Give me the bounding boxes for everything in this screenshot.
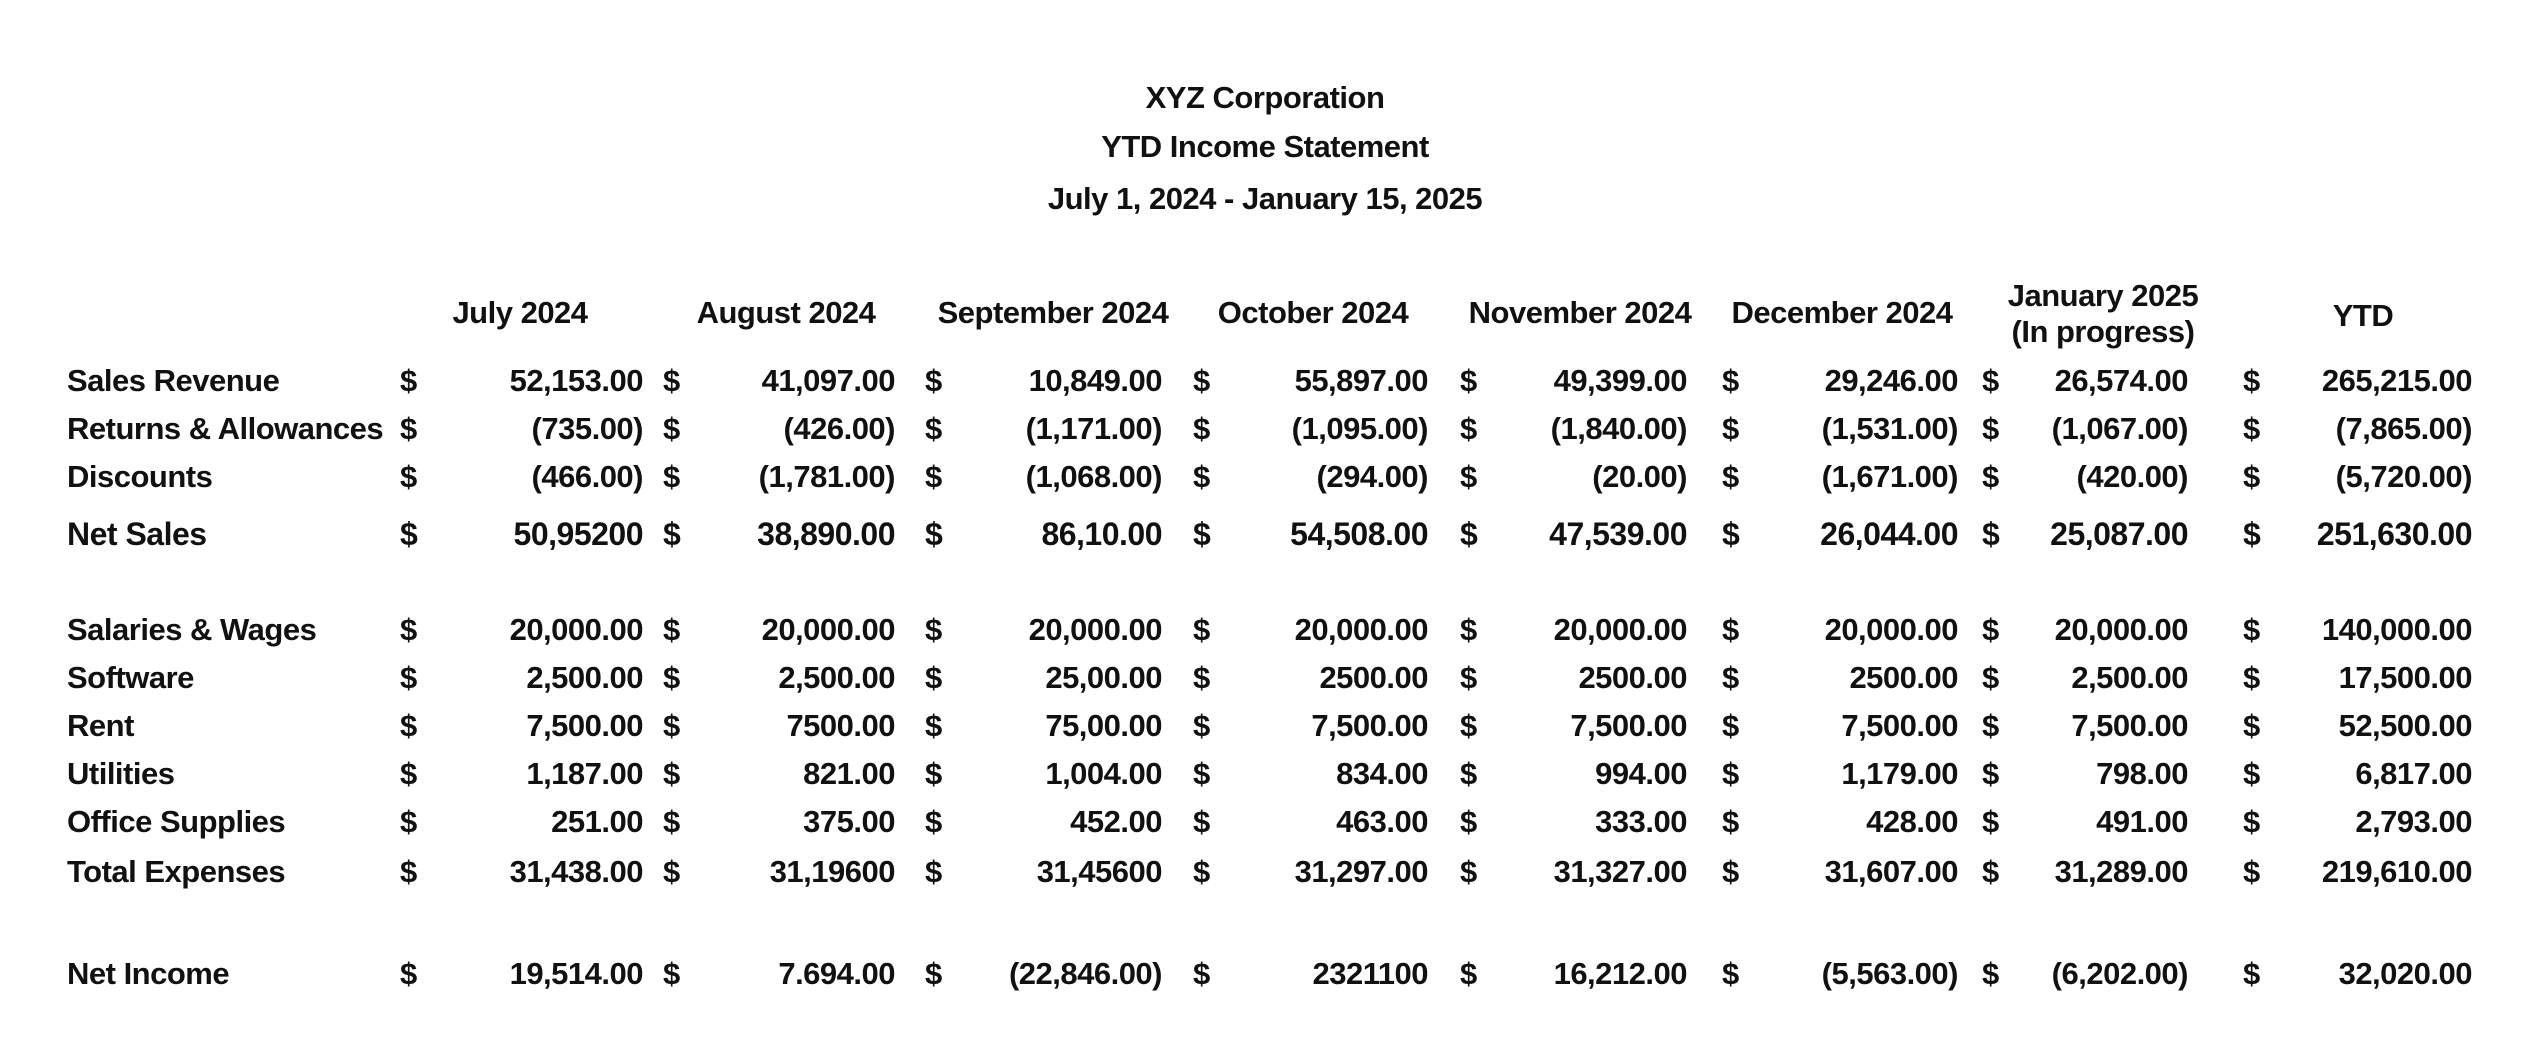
cell-value: 31,327.00 [1553, 854, 1687, 889]
column-header [1963, 278, 2243, 350]
row-label: Returns & Allowances [67, 411, 384, 446]
cell-value: 251.00 [551, 804, 643, 839]
currency-symbol: $ [400, 854, 418, 889]
cell-value: 821.00 [803, 756, 895, 791]
cell-value: 2,500.00 [526, 660, 643, 695]
currency-symbol: $ [1982, 804, 2000, 839]
cell-value: 219,610.00 [2321, 854, 2472, 889]
currency-symbol: $ [400, 956, 418, 991]
currency-symbol: $ [2243, 854, 2261, 889]
cell-value: 75,00.00 [1045, 708, 1162, 743]
currency-symbol: $ [1982, 363, 2000, 398]
cell-value: 25,087.00 [2050, 516, 2188, 552]
currency-symbol: $ [925, 854, 943, 889]
currency-symbol: $ [925, 612, 943, 647]
cell-value: 2500.00 [1578, 660, 1687, 695]
column-header [2223, 298, 2503, 334]
cell-value: (1,531.00) [1821, 411, 1958, 446]
row-label: Net Income [67, 956, 230, 991]
column-header [1702, 295, 1982, 331]
currency-symbol: $ [2243, 411, 2261, 446]
currency-symbol: $ [1722, 363, 1740, 398]
cell-value: 20,000.00 [761, 612, 895, 647]
cell-value: (6,202.00) [2051, 956, 2188, 991]
cell-value: (420.00) [2076, 459, 2188, 494]
currency-symbol: $ [1193, 411, 1211, 446]
row-label: Sales Revenue [67, 363, 280, 398]
cell-value: 25,00.00 [1045, 660, 1162, 695]
currency-symbol: $ [1460, 956, 1478, 991]
company-name: XYZ Corporation [1145, 80, 1385, 115]
cell-value: 2,500.00 [2071, 660, 2188, 695]
row-label: Rent [67, 708, 134, 743]
currency-symbol: $ [663, 612, 681, 647]
currency-symbol: $ [925, 459, 943, 494]
currency-symbol: $ [400, 756, 418, 791]
cell-value: 251,630.00 [2316, 516, 2472, 552]
currency-symbol: $ [663, 956, 681, 991]
currency-symbol: $ [1460, 660, 1478, 695]
currency-symbol: $ [400, 363, 418, 398]
cell-value: (466.00) [531, 459, 643, 494]
currency-symbol: $ [925, 756, 943, 791]
cell-value: 32,020.00 [2338, 956, 2472, 991]
cell-value: 7,500.00 [2071, 708, 2188, 743]
cell-value: (1,171.00) [1025, 411, 1162, 446]
row-label: Discounts [67, 459, 213, 494]
currency-symbol: $ [1982, 516, 2000, 552]
cell-value: 31,297.00 [1294, 854, 1428, 889]
cell-value: 47,539.00 [1549, 516, 1687, 552]
currency-symbol: $ [2243, 756, 2261, 791]
cell-value: (1,781.00) [758, 459, 895, 494]
currency-symbol: $ [1460, 854, 1478, 889]
currency-symbol: $ [1460, 363, 1478, 398]
currency-symbol: $ [1193, 612, 1211, 647]
statement-title: YTD Income Statement [1101, 129, 1429, 164]
cell-value: 31,19600 [769, 854, 895, 889]
currency-symbol: $ [925, 363, 943, 398]
cell-value: (294.00) [1316, 459, 1428, 494]
cell-value: 6,817.00 [2355, 756, 2472, 791]
cell-value: 20,000.00 [1824, 612, 1958, 647]
cell-value: 17,500.00 [2338, 660, 2472, 695]
column-header-label: November 2024 [1468, 295, 1692, 330]
column-header [1173, 295, 1453, 331]
cell-value: 20,000.00 [2054, 612, 2188, 647]
cell-value: 31,607.00 [1824, 854, 1958, 889]
row-label: Salaries & Wages [67, 612, 317, 647]
cell-value: 26,044.00 [1820, 516, 1958, 552]
statement-period: July 1, 2024 - January 15, 2025 [1047, 181, 1483, 216]
cell-value: (735.00) [531, 411, 643, 446]
cell-value: 333.00 [1595, 804, 1687, 839]
cell-value: 86,10.00 [1041, 516, 1162, 552]
cell-value: 7,500.00 [526, 708, 643, 743]
currency-symbol: $ [1722, 459, 1740, 494]
currency-symbol: $ [1193, 459, 1211, 494]
cell-value: 2321100 [1312, 956, 1428, 991]
currency-symbol: $ [1193, 660, 1211, 695]
cell-value: 2500.00 [1319, 660, 1428, 695]
currency-symbol: $ [663, 411, 681, 446]
currency-symbol: $ [1193, 756, 1211, 791]
currency-symbol: $ [1193, 804, 1211, 839]
cell-value: 54,508.00 [1290, 516, 1428, 552]
currency-symbol: $ [400, 708, 418, 743]
currency-symbol: $ [1722, 804, 1740, 839]
cell-value: (5,720.00) [2335, 459, 2472, 494]
currency-symbol: $ [1460, 756, 1478, 791]
row-label: Office Supplies [67, 804, 286, 839]
currency-symbol: $ [1722, 612, 1740, 647]
currency-symbol: $ [400, 660, 418, 695]
cell-value: 55,897.00 [1294, 363, 1428, 398]
cell-value: 7,500.00 [1841, 708, 1958, 743]
currency-symbol: $ [925, 411, 943, 446]
currency-symbol: $ [400, 459, 418, 494]
cell-value: 428.00 [1866, 804, 1958, 839]
currency-symbol: $ [925, 516, 943, 552]
currency-symbol: $ [1722, 660, 1740, 695]
currency-symbol: $ [1722, 956, 1740, 991]
cell-value: 31,289.00 [2054, 854, 2188, 889]
column-header-label: October 2024 [1217, 295, 1409, 330]
currency-symbol: $ [1982, 708, 2000, 743]
cell-value: 2500.00 [1849, 660, 1958, 695]
cell-value: 20,000.00 [1028, 612, 1162, 647]
cell-value: 1,187.00 [526, 756, 643, 791]
currency-symbol: $ [1722, 708, 1740, 743]
column-header [913, 295, 1193, 331]
cell-value: 31,438.00 [509, 854, 643, 889]
currency-symbol: $ [1193, 516, 1211, 552]
cell-value: 2,500.00 [778, 660, 895, 695]
cell-value: 798.00 [2096, 756, 2188, 791]
currency-symbol: $ [1460, 612, 1478, 647]
currency-symbol: $ [1982, 411, 2000, 446]
column-header [1440, 295, 1720, 331]
column-header-label: December 2024 [1731, 295, 1953, 330]
cell-value: 52,153.00 [509, 363, 643, 398]
currency-symbol: $ [400, 612, 418, 647]
currency-symbol: $ [2243, 516, 2261, 552]
currency-symbol: $ [1982, 660, 2000, 695]
cell-value: 375.00 [803, 804, 895, 839]
currency-symbol: $ [1982, 459, 2000, 494]
currency-symbol: $ [663, 756, 681, 791]
currency-symbol: $ [1460, 459, 1478, 494]
cell-value: 7.694.00 [778, 956, 895, 991]
currency-symbol: $ [2243, 660, 2261, 695]
column-header-label: January 2025 [2007, 278, 2199, 313]
currency-symbol: $ [1460, 411, 1478, 446]
cell-value: 16,212.00 [1553, 956, 1687, 991]
cell-value: (426.00) [783, 411, 895, 446]
column-header-label: September 2024 [937, 295, 1169, 330]
currency-symbol: $ [1460, 708, 1478, 743]
cell-value: 491.00 [2096, 804, 2188, 839]
cell-value: 1,179.00 [1841, 756, 1958, 791]
cell-value: 2,793.00 [2355, 804, 2472, 839]
row-label: Software [67, 660, 194, 695]
cell-value: 38,890.00 [757, 516, 895, 552]
currency-symbol: $ [1722, 411, 1740, 446]
currency-symbol: $ [1982, 612, 2000, 647]
cell-value: 31,45600 [1036, 854, 1162, 889]
cell-value: 29,246.00 [1824, 363, 1958, 398]
column-header-label: YTD [2332, 298, 2394, 333]
cell-value: 7,500.00 [1570, 708, 1687, 743]
currency-symbol: $ [1460, 804, 1478, 839]
currency-symbol: $ [1982, 956, 2000, 991]
currency-symbol: $ [2243, 708, 2261, 743]
column-header-label: July 2024 [452, 295, 588, 330]
currency-symbol: $ [925, 956, 943, 991]
cell-value: (1,671.00) [1821, 459, 1958, 494]
cell-value: 452.00 [1070, 804, 1162, 839]
column-header-sublabel: (In progress) [2011, 314, 2195, 349]
currency-symbol: $ [663, 363, 681, 398]
currency-symbol: $ [1722, 516, 1740, 552]
cell-value: 994.00 [1595, 756, 1687, 791]
row-label: Net Sales [67, 516, 207, 552]
column-header [380, 295, 660, 331]
cell-value: 49,399.00 [1553, 363, 1687, 398]
cell-value: (1,067.00) [2051, 411, 2188, 446]
cell-value: 140,000.00 [2321, 612, 2472, 647]
cell-value: 10,849.00 [1028, 363, 1162, 398]
currency-symbol: $ [663, 708, 681, 743]
currency-symbol: $ [1722, 756, 1740, 791]
currency-symbol: $ [925, 804, 943, 839]
cell-value: 265,215.00 [2321, 363, 2472, 398]
currency-symbol: $ [925, 708, 943, 743]
currency-symbol: $ [1722, 854, 1740, 889]
currency-symbol: $ [1193, 956, 1211, 991]
currency-symbol: $ [925, 660, 943, 695]
currency-symbol: $ [400, 516, 418, 552]
cell-value: 26,574.00 [2054, 363, 2188, 398]
cell-value: 20,000.00 [1294, 612, 1428, 647]
cell-value: (1,068.00) [1025, 459, 1162, 494]
column-header-label: August 2024 [696, 295, 876, 330]
currency-symbol: $ [2243, 956, 2261, 991]
cell-value: (1,095.00) [1291, 411, 1428, 446]
cell-value: 20,000.00 [509, 612, 643, 647]
currency-symbol: $ [1982, 854, 2000, 889]
cell-value: 7500.00 [786, 708, 895, 743]
cell-value: 50,95200 [513, 516, 643, 552]
currency-symbol: $ [1460, 516, 1478, 552]
cell-value: 41,097.00 [761, 363, 895, 398]
currency-symbol: $ [400, 804, 418, 839]
cell-value: (1,840.00) [1550, 411, 1687, 446]
currency-symbol: $ [2243, 363, 2261, 398]
cell-value: 20,000.00 [1553, 612, 1687, 647]
currency-symbol: $ [663, 660, 681, 695]
currency-symbol: $ [2243, 804, 2261, 839]
cell-value: 52,500.00 [2338, 708, 2472, 743]
cell-value: (7,865.00) [2335, 411, 2472, 446]
cell-value: (20.00) [1592, 459, 1687, 494]
currency-symbol: $ [663, 854, 681, 889]
currency-symbol: $ [1193, 363, 1211, 398]
currency-symbol: $ [1193, 708, 1211, 743]
cell-value: 1,004.00 [1045, 756, 1162, 791]
currency-symbol: $ [663, 804, 681, 839]
cell-value: 834.00 [1336, 756, 1428, 791]
currency-symbol: $ [400, 411, 418, 446]
cell-value: (22,846.00) [1008, 956, 1162, 991]
cell-value: 7,500.00 [1311, 708, 1428, 743]
currency-symbol: $ [663, 516, 681, 552]
currency-symbol: $ [2243, 459, 2261, 494]
row-label: Utilities [67, 756, 175, 791]
row-label: Total Expenses [67, 854, 286, 889]
currency-symbol: $ [663, 459, 681, 494]
currency-symbol: $ [1982, 756, 2000, 791]
cell-value: 19,514.00 [509, 956, 643, 991]
column-header [646, 295, 926, 331]
currency-symbol: $ [1193, 854, 1211, 889]
cell-value: 463.00 [1336, 804, 1428, 839]
cell-value: (5,563.00) [1821, 956, 1958, 991]
currency-symbol: $ [2243, 612, 2261, 647]
